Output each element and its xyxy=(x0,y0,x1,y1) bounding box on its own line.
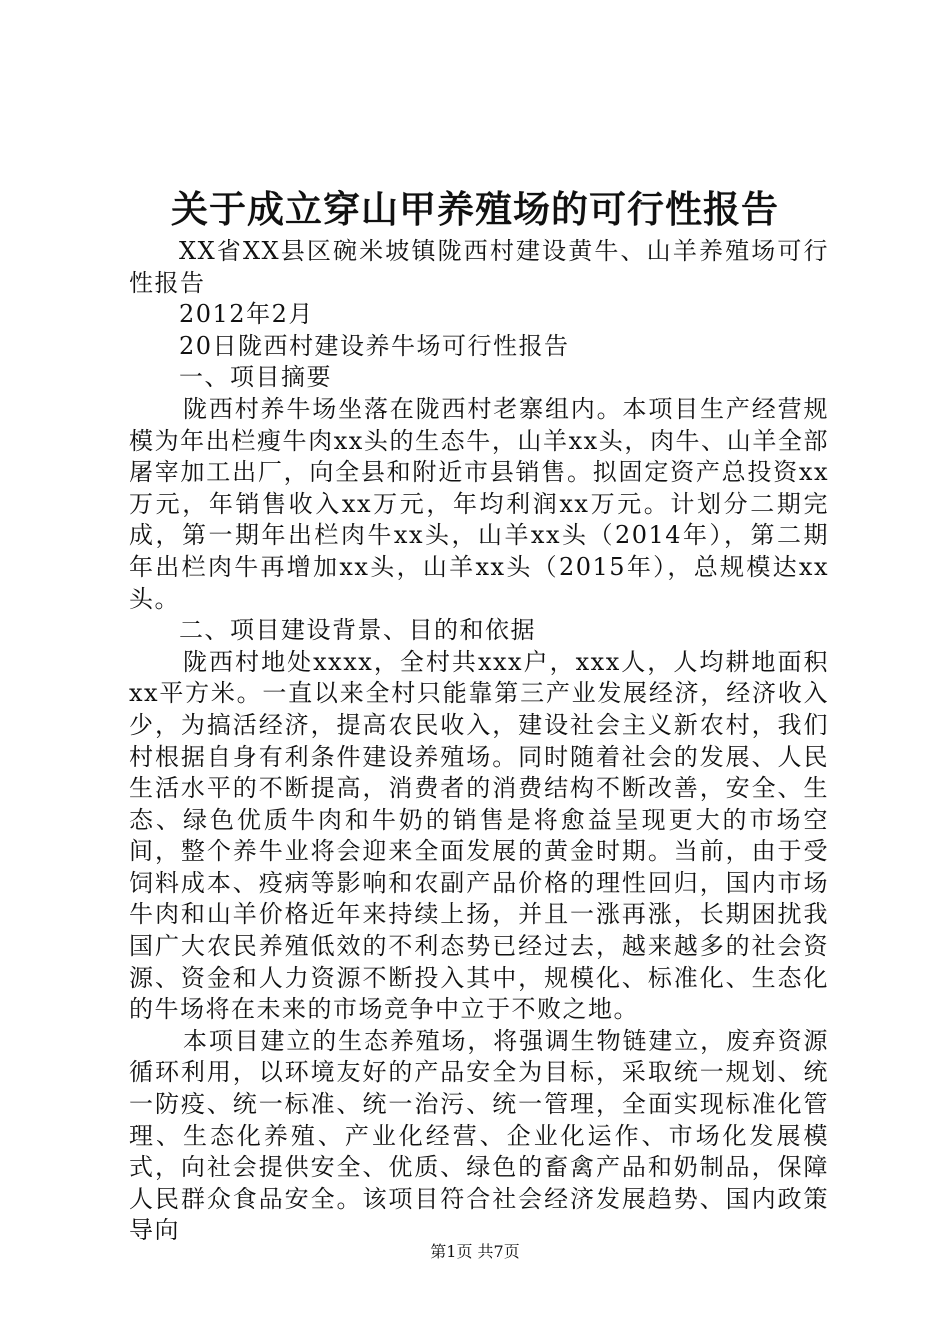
section-heading-background: 二、项目建设背景、目的和依据 xyxy=(179,616,536,645)
document-title: 关于成立穿山甲养殖场的可行性报告 xyxy=(171,187,779,231)
document-body xyxy=(129,236,829,1247)
paragraph-summary: 陇西村养牛场坐落在陇西村老寨组内。本项目生产经营规模为年出栏瘦牛肉xx头的生态牛，山羊xx头，肉牛、山羊全部屠宰加工出厂，向全县和附近市县销售。拟固定资产总投资xx万元，年销售收入xx万元，年均利润xx万元。计划分二期完成，第一期年出栏肉牛xx头，山羊xx头（2014年），第二期年出栏肉牛再增加xx头，山羊xx头（2015年），总规模达xx头。 xyxy=(129,394,829,613)
paragraph-report-heading: 20日陇西村建设养牛场可行性报告 xyxy=(179,331,570,360)
paragraph-project: 本项目建立的生态养殖场，将强调生物链建立，废弃资源循环利用，以环境友好的产品安全为目标，采取统一规划、统一防疫、统一标准、统一治污、统一管理，全面实现标准化管理、生态化养殖、产业化经营、企业化运作、市场化发展模式，向社会提供安全、优质、绿色的畜禽产品和奶制品，保障人民群众食品安全。该项目符合社会经济发展趋势、国内政策导向 xyxy=(129,1026,829,1245)
paragraph-date: 2012年2月 xyxy=(179,300,314,329)
paragraph-subtitle: XX省XX县区碗米坡镇陇西村建设黄牛、山羊养殖场可行性报告 xyxy=(129,237,829,297)
section-heading-summary: 一、项目摘要 xyxy=(179,363,332,392)
paragraph-background: 陇西村地处xxxx，全村共xxx户，xxx人，人均耕地面积xx平方米。一直以来全村只能靠第三产业发展经济，经济收入少，为搞活经济，提高农民收入，建设社会主义新农村，我们村根据自身有利条件建设养殖场。同时随着社会的发展、人民生活水平的不断提高，消费者的消费结构不断改善，安全、生态、绿色优质牛肉和牛奶的销售是将愈益呈现更大的市场空间，整个养牛业将会迎来全面发展的黄金时期。当前，由于受饲料成本、疫病等影响和农副产品价格的理性回归，国内市场牛肉和山羊价格近年来持续上扬，并且一涨再涨，长期困扰我国广大农民养殖低效的不利态势已经过去，越来越多的社会资源、资金和人力资源不断投入其中，规模化、标准化、生态化的牛场将在未来的市场竞争中立于不败之地。 xyxy=(129,647,829,1024)
page-footer: 第1页 共7页 xyxy=(430,1242,520,1261)
